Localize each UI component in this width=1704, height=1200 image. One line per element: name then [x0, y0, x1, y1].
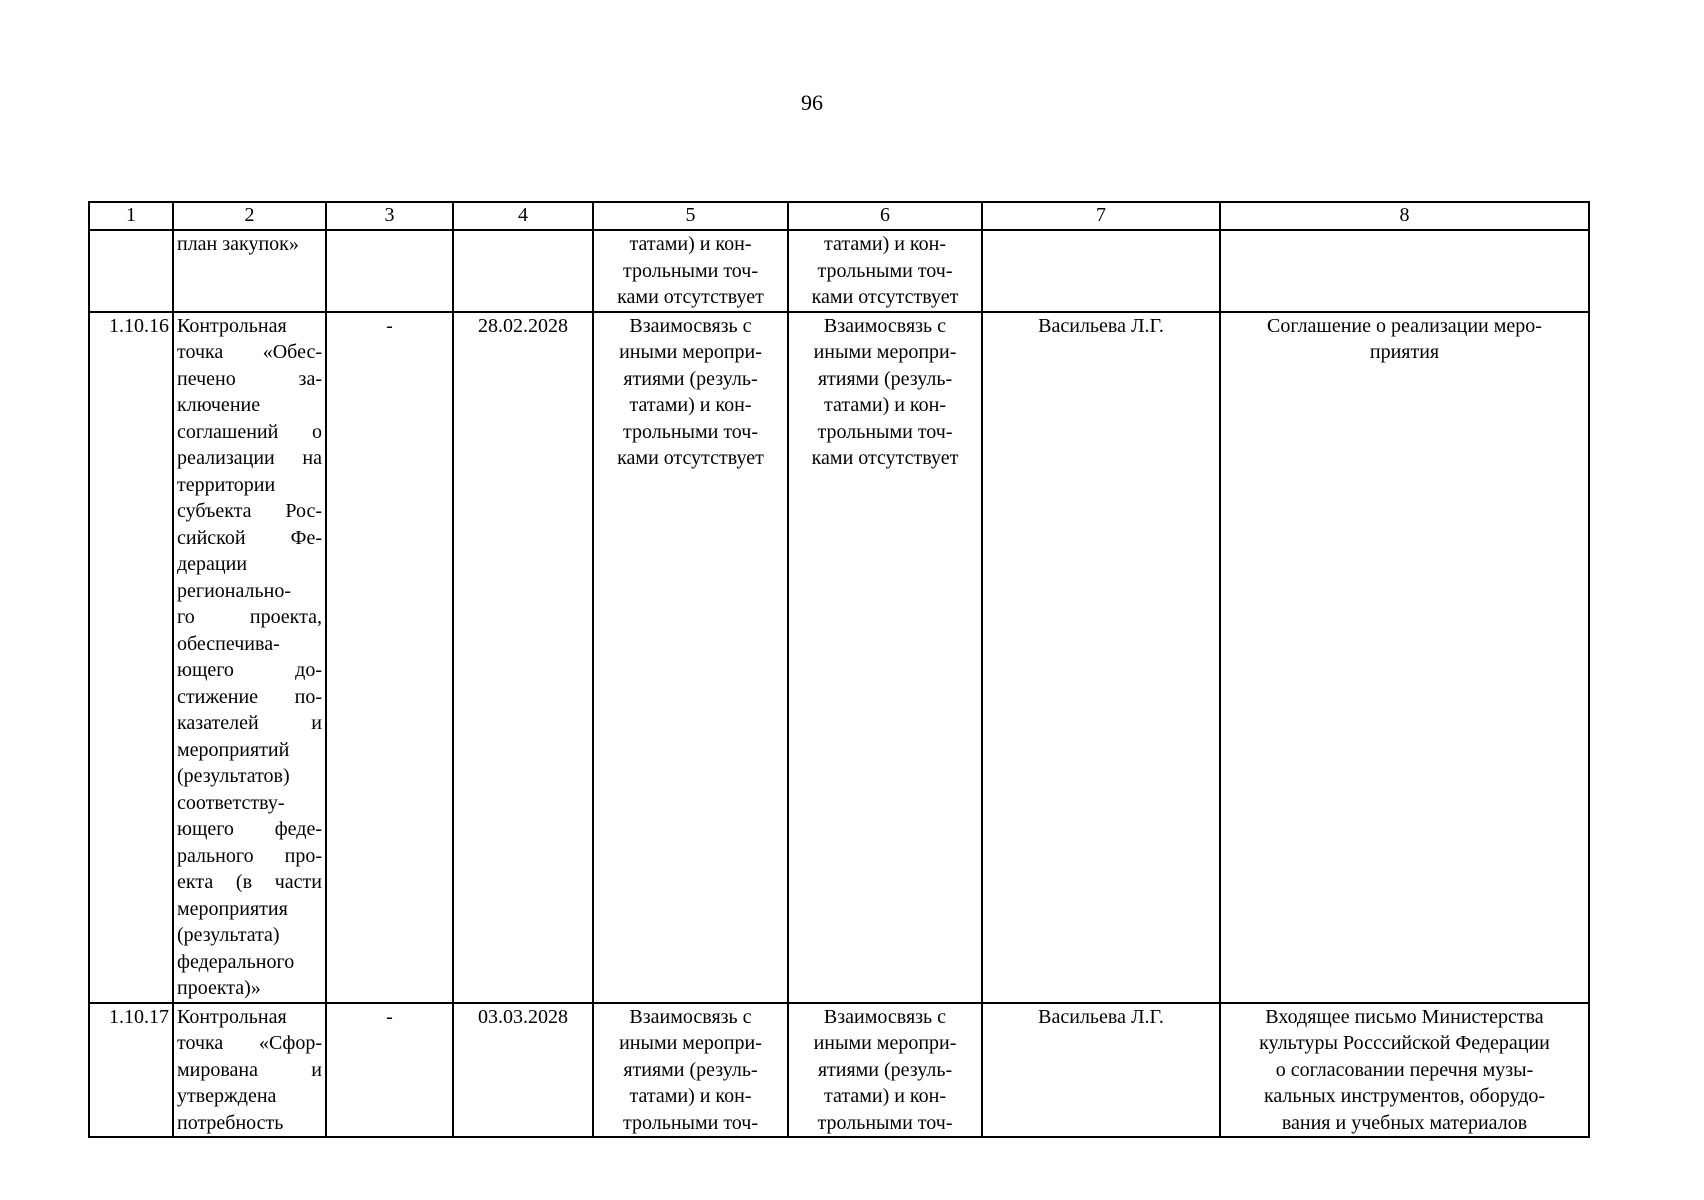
header-cell: 7 — [982, 202, 1220, 230]
cell-line: трольными точ- — [817, 420, 953, 443]
cell-line: 1.10.16 — [109, 314, 169, 337]
cell-line: ятиями (резуль- — [817, 1058, 953, 1081]
header-cell: 8 — [1220, 202, 1589, 230]
cell-line: иными меропри- — [813, 341, 957, 363]
cell-line: 28.02.2028 — [478, 314, 568, 337]
header-cell: 6 — [788, 202, 982, 230]
cell-line: трольными точ- — [817, 259, 953, 282]
milestone-name-cell — [173, 230, 326, 312]
date-cell — [453, 1003, 593, 1138]
cell-line: - — [386, 314, 393, 337]
cell-line: реализации на — [177, 447, 322, 469]
cell-line: ками отсутствует — [617, 447, 764, 469]
milestone-name-cell — [173, 312, 326, 1003]
cell-line: татами) и кон- — [629, 233, 752, 255]
cell-line: татами) и кон- — [824, 1085, 946, 1107]
cell-line: Входящее письмо Министерства — [1265, 1005, 1544, 1028]
cell-line: иными меропри- — [813, 1032, 957, 1054]
cell-line: трольными точ- — [623, 259, 758, 282]
cell-line: трольными точ- — [817, 1111, 953, 1134]
cell-line: территории — [177, 473, 276, 496]
responsible-cell — [982, 230, 1220, 312]
column-3-cell — [326, 1003, 453, 1138]
cell-line: 1.10.17 — [109, 1005, 169, 1028]
cell-line: Взаимосвязь с — [629, 314, 752, 337]
cell-line: Васильева Л.Г. — [1038, 314, 1164, 337]
cell-line: проекта)» — [177, 977, 261, 999]
responsible-cell — [982, 1003, 1220, 1138]
cell-line: Контрольная — [177, 314, 287, 337]
cell-line: обеспечива- — [177, 632, 280, 655]
cell-line: утверждена — [177, 1085, 277, 1107]
column-3-cell — [326, 230, 453, 312]
header-row — [89, 202, 1589, 230]
cell-line: регионально- — [177, 579, 292, 602]
cell-line: ками отсутствует — [617, 286, 764, 308]
document-cell — [1220, 230, 1589, 312]
cell-line: ятиями (резуль- — [817, 367, 953, 390]
header-cell: 4 — [453, 202, 593, 230]
cell-line: субъекта Рос- — [177, 500, 322, 522]
responsible-cell — [982, 312, 1220, 1003]
cell-line: ющего до- — [177, 659, 322, 681]
milestone-name-cell — [173, 1003, 326, 1138]
cell-line: ятиями (резуль- — [623, 1058, 758, 1081]
cell-line: (результатов) — [177, 765, 290, 787]
column-3-cell — [326, 312, 453, 1003]
cell-line: Васильева Л.Г. — [1038, 1005, 1164, 1028]
cell-line: мероприятия — [177, 897, 288, 920]
relation-cell — [788, 230, 982, 312]
cell-line: ками отсутствует — [811, 286, 959, 308]
cell-line: Контрольная — [177, 1005, 287, 1028]
cell-line: татами) и кон- — [824, 394, 946, 416]
cell-line: 03.03.2028 — [478, 1005, 568, 1028]
relation-cell — [593, 1003, 788, 1138]
cell-line: Соглашение о реализации меро- — [1267, 314, 1542, 337]
cell-line: го проекта, — [177, 606, 322, 628]
table-row — [89, 1003, 1589, 1138]
cell-line: - — [386, 1005, 393, 1028]
cell-line: ками отсутствует — [811, 447, 959, 469]
cell-line: соглашений о — [177, 420, 322, 443]
cell-line: печено за- — [177, 367, 322, 390]
cell-line: татами) и кон- — [629, 394, 752, 416]
document-cell — [1220, 312, 1589, 1003]
cell-line: татами) и кон- — [824, 233, 946, 255]
relation-cell — [593, 230, 788, 312]
cell-line: казателей и — [177, 712, 322, 734]
cell-line: иными меропри- — [619, 341, 762, 363]
table-header — [89, 202, 1589, 230]
cell-line: иными меропри- — [619, 1032, 762, 1054]
cell-line: вания и учебных материалов — [1281, 1111, 1528, 1134]
cell-line: мероприятий — [177, 738, 290, 761]
cell-line: ющего феде- — [177, 818, 322, 840]
cell-line: (результата) — [177, 924, 280, 946]
cell-line: соответству- — [177, 791, 285, 814]
cell-line: екта (в части — [177, 871, 322, 893]
table-row — [89, 312, 1589, 1003]
document-cell — [1220, 1003, 1589, 1138]
cell-line: точка «Сфор- — [177, 1032, 322, 1054]
cell-line: культуры Росссийской Федерации — [1259, 1032, 1550, 1054]
cell-line: трольными точ- — [623, 420, 758, 443]
date-cell — [453, 230, 593, 312]
cell-line: точка «Обес- — [177, 341, 322, 363]
cell-line: сийской Фе- — [177, 526, 322, 549]
cell-line: дерации — [177, 553, 248, 575]
table-body — [89, 230, 1589, 1137]
row-number-cell — [89, 230, 173, 312]
date-cell — [453, 312, 593, 1003]
relation-cell — [593, 312, 788, 1003]
cell-line: трольными точ- — [623, 1111, 758, 1134]
cell-line: кальных инструментов, оборудо- — [1263, 1085, 1546, 1107]
cell-line: мирована и — [177, 1058, 322, 1081]
relation-cell — [788, 312, 982, 1003]
cell-line: федерального — [177, 950, 295, 973]
cell-line: ятиями (резуль- — [623, 367, 758, 390]
cell-line: приятия — [1369, 341, 1440, 363]
row-number-cell — [89, 1003, 173, 1138]
cell-line: план закупок» — [177, 233, 299, 255]
table-row — [89, 230, 1589, 312]
cell-line: стижение по- — [177, 685, 322, 708]
cell-line: о согласовании перечня музы- — [1275, 1058, 1534, 1081]
cell-line: рального про- — [177, 844, 322, 867]
cell-line: Взаимосвязь с — [823, 1005, 947, 1028]
cell-line: ключение — [177, 394, 261, 416]
row-number-cell — [89, 312, 173, 1003]
header-cell: 5 — [593, 202, 788, 230]
header-cell: 2 — [173, 202, 326, 230]
page-number: 96 — [801, 90, 823, 115]
header-cell: 3 — [326, 202, 453, 230]
header-cell: 1 — [89, 202, 173, 230]
cell-line: Взаимосвязь с — [823, 314, 947, 337]
cell-line: потребность — [177, 1111, 284, 1134]
plan-table — [88, 201, 1590, 1138]
relation-cell — [788, 1003, 982, 1138]
cell-line: Взаимосвязь с — [629, 1005, 752, 1028]
cell-line: татами) и кон- — [629, 1085, 752, 1107]
